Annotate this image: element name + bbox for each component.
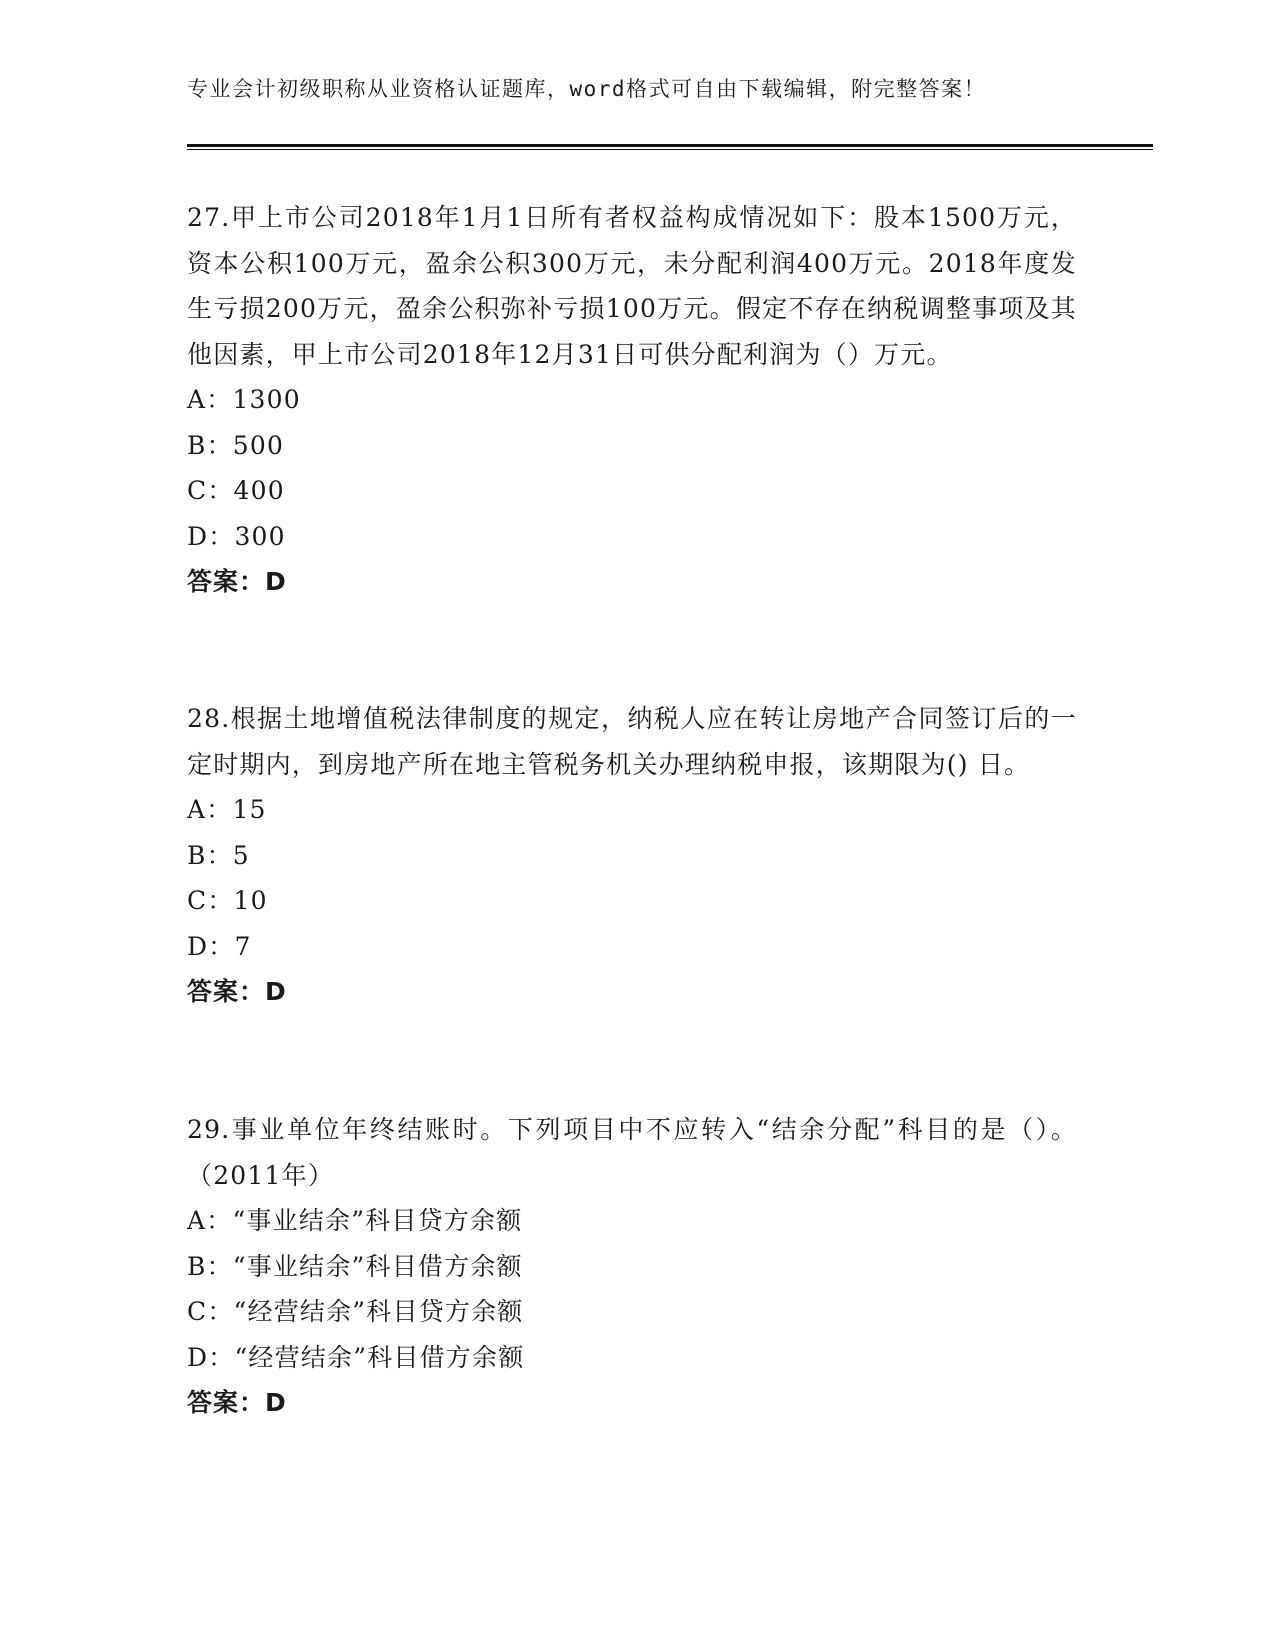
option-a: A：“事业结余”科目贷方余额 [187,1206,523,1235]
answer: 答案：D [187,977,287,1006]
option-a: A：15 [187,795,267,824]
page-header: 专业会计初级职称从业资格认证题库，word格式可自由下载编辑，附完整答案！ [187,77,987,101]
option-c: C：“经营结余”科目贷方余额 [187,1297,524,1326]
option-b: B：“事业结余”科目借方余额 [187,1251,523,1281]
question-stem: 27.甲上市公司2018年1月1日所有者权益构成情况如下：股本1500万元，资本公积100万元，盈余公积300万元，未分配利润400万元。2018年度发生亏损200万元，盈余公积弥补亏损100万元。假定不存在纳税调整事项及其他因素，甲上市公司2018年12月31日可供分配利润为（）万元。 [187,203,1077,369]
option-b: B：5 [187,840,250,870]
answer: 答案：D [187,567,287,596]
question-27 [187,195,1077,605]
header-divider [187,144,1153,147]
header-divider-thin [187,149,1153,150]
option-d: D：7 [187,931,252,961]
option-b: B：500 [187,430,285,460]
question-29 [187,1107,1077,1426]
question-stem: 29.事业单位年终结账时。下列项目中不应转入“结余分配”科目的是（）。（2011年） [187,1115,1077,1190]
answer: 答案：D [187,1388,287,1417]
option-c: C：400 [187,476,285,505]
option-d: D：“经营结余”科目借方余额 [187,1342,525,1372]
option-c: C：10 [187,886,268,915]
question-stem: 28.根据土地增值税法律制度的规定，纳税人应在转让房地产合同签订后的一定时期内，到房地产所在地主管税务机关办理纳税申报，该期限为() 日。 [187,704,1077,779]
option-a: A：1300 [187,385,301,414]
option-d: D：300 [187,521,286,551]
question-28 [187,696,1077,1015]
